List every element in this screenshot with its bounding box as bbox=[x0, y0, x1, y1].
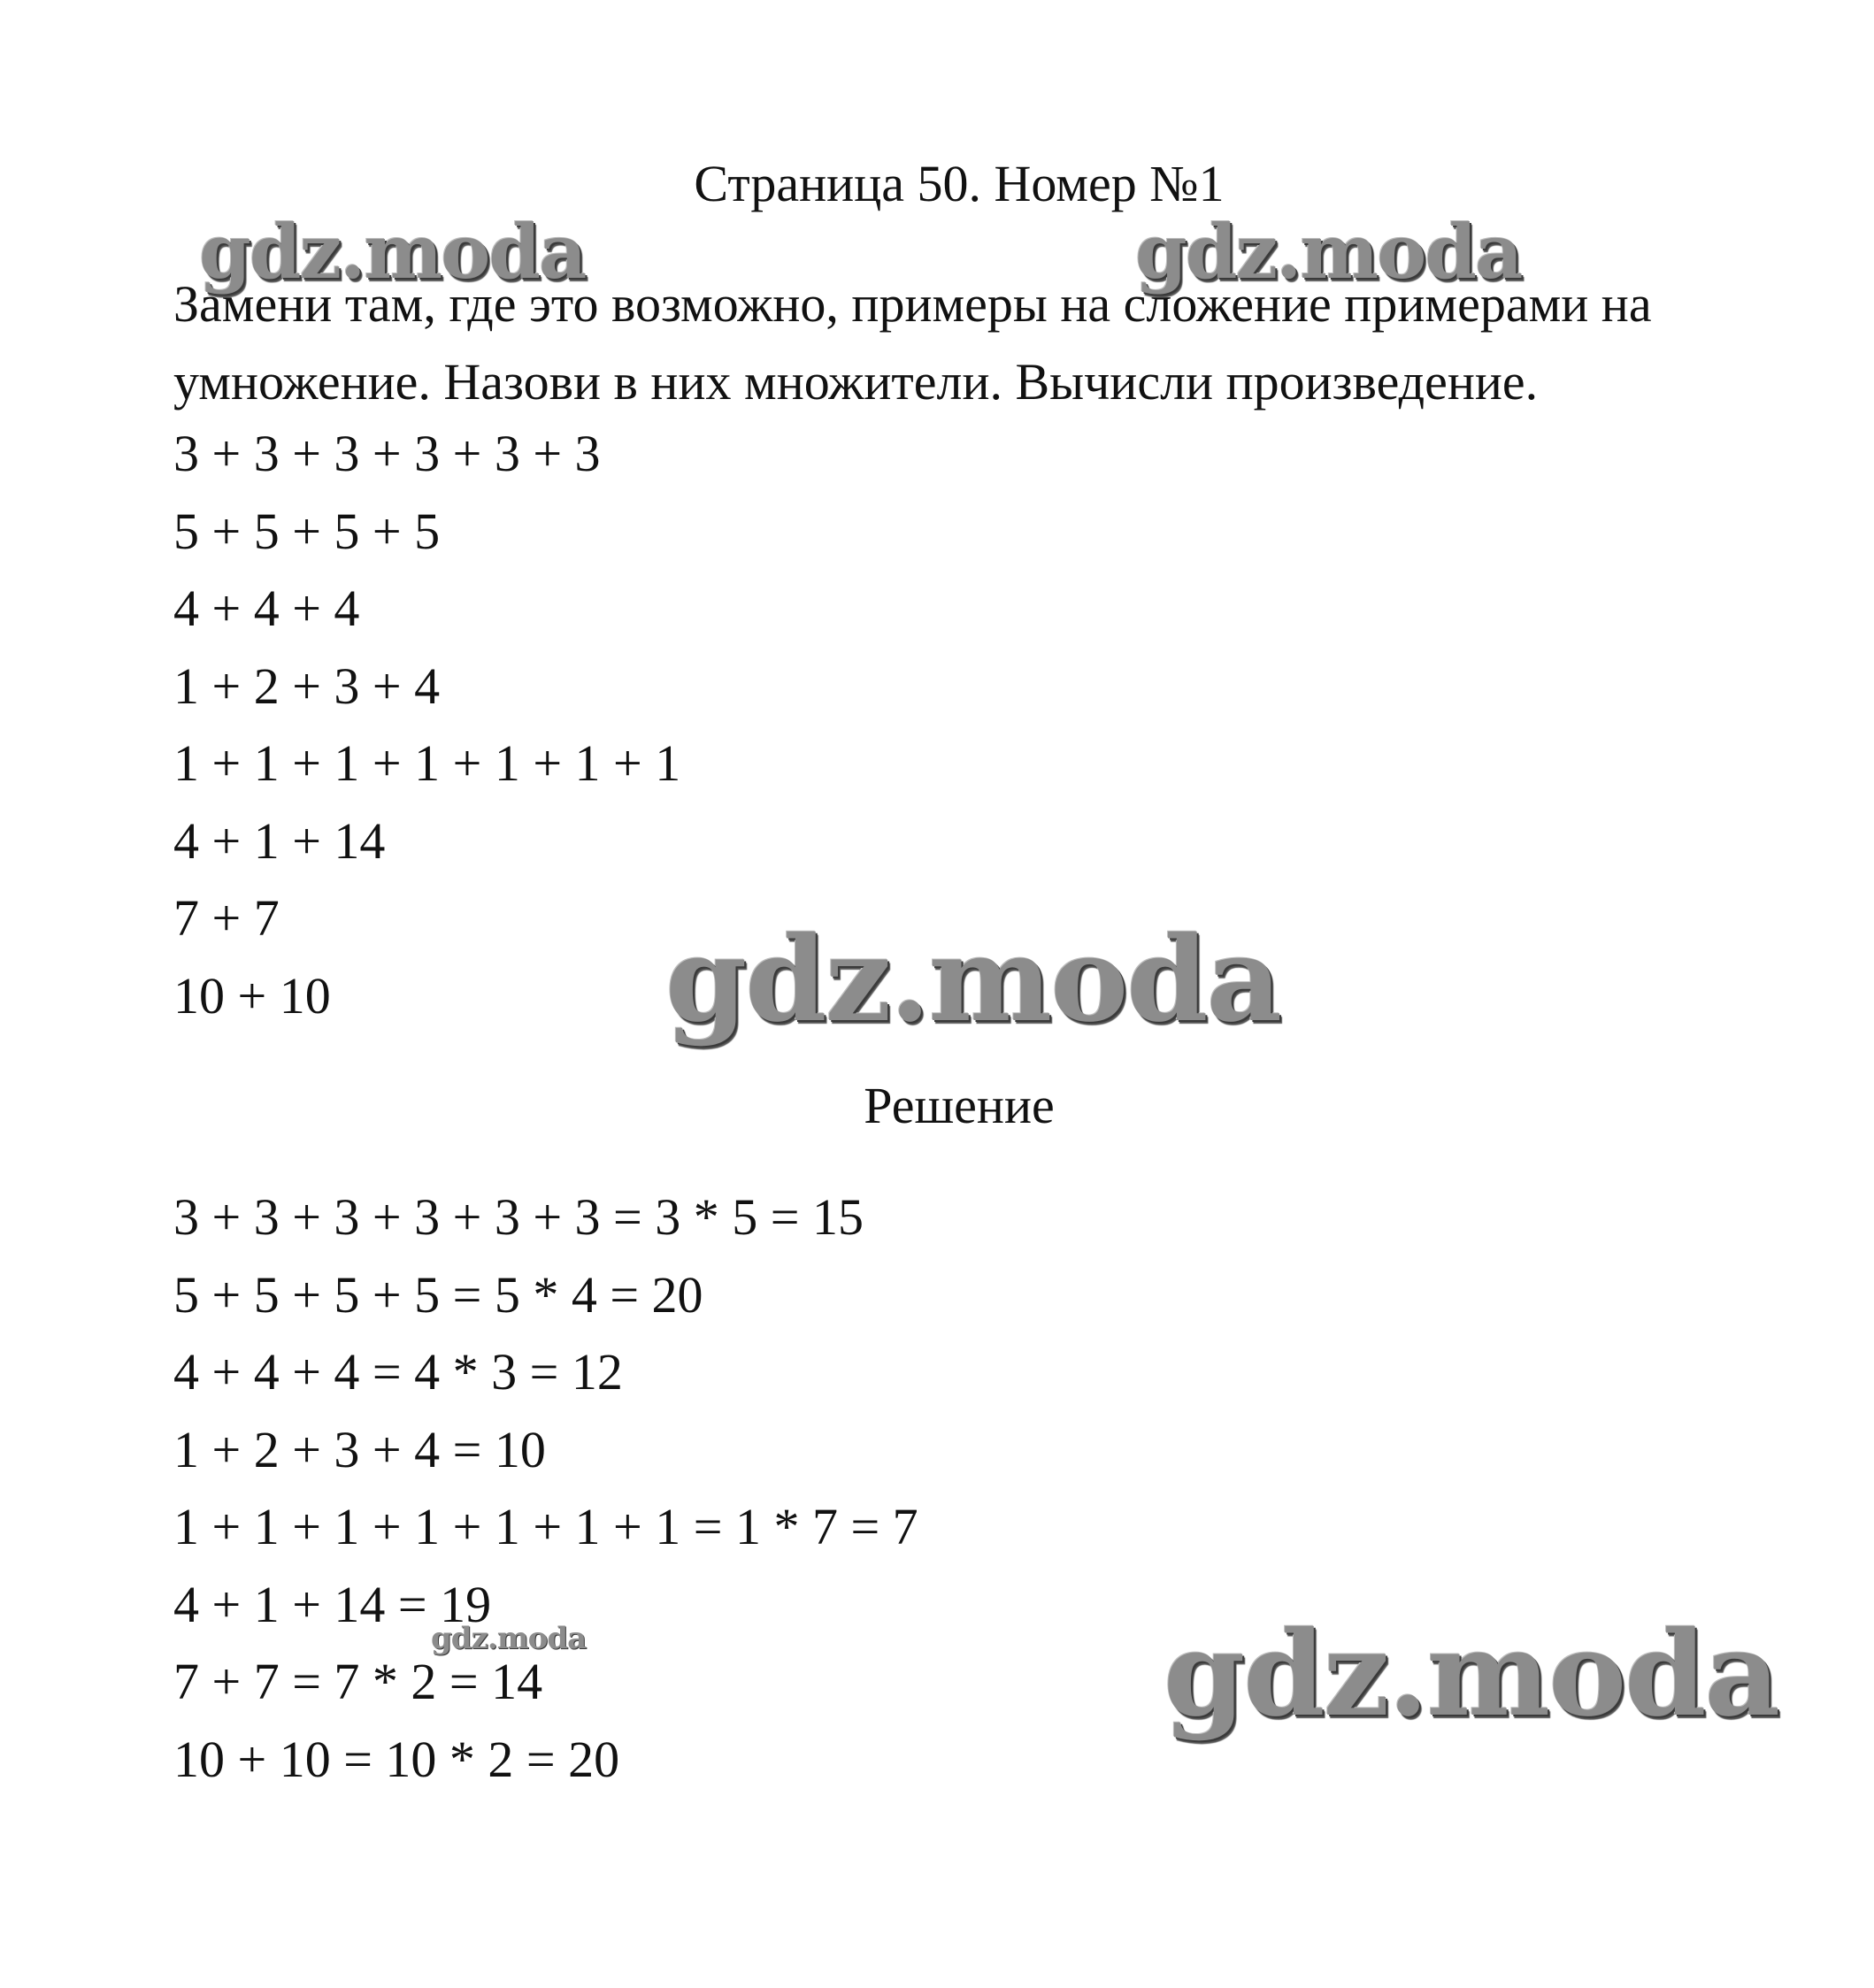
solution-line: 5 + 5 + 5 + 5 = 5 * 4 = 20 bbox=[173, 1265, 703, 1324]
problem-line: 1 + 1 + 1 + 1 + 1 + 1 + 1 bbox=[173, 734, 681, 792]
problem-line: 7 + 7 bbox=[173, 889, 280, 947]
solution-line: 10 + 10 = 10 * 2 = 20 bbox=[173, 1730, 620, 1788]
solution-line: 4 + 1 + 14 = 19 bbox=[173, 1575, 492, 1633]
watermark: gdz.moda bbox=[1135, 208, 1522, 296]
problem-line: 5 + 5 + 5 + 5 bbox=[173, 502, 441, 560]
problem-list bbox=[173, 415, 680, 1034]
solution-line: 4 + 4 + 4 = 4 * 3 = 12 bbox=[173, 1343, 623, 1401]
solution-line: 7 + 7 = 7 * 2 = 14 bbox=[173, 1653, 543, 1710]
watermark: gdz.moda bbox=[665, 911, 1281, 1048]
solution-heading: Решение bbox=[864, 1077, 1055, 1134]
task-line-1: Замени там, где это возможно, примеры на сложение примерами на bbox=[173, 275, 1652, 333]
page-title: Страница 50. Номер №1 bbox=[694, 155, 1225, 212]
problem-line: 3 + 3 + 3 + 3 + 3 + 3 bbox=[173, 425, 601, 482]
watermark: gdz.moda bbox=[199, 208, 586, 296]
problem-line: 1 + 2 + 3 + 4 bbox=[173, 656, 441, 715]
solution-list bbox=[173, 1178, 918, 1798]
problem-line: 4 + 4 + 4 bbox=[173, 580, 360, 637]
solution-line: 1 + 1 + 1 + 1 + 1 + 1 + 1 = 1 * 7 = 7 bbox=[173, 1498, 918, 1555]
watermark: gdz.moda bbox=[1164, 1606, 1779, 1743]
watermark: gdz.moda bbox=[431, 1621, 587, 1656]
problem-line: 4 + 1 + 14 bbox=[173, 811, 386, 870]
problem-line: 10 + 10 bbox=[173, 966, 331, 1025]
solution-line: 3 + 3 + 3 + 3 + 3 + 3 = 3 * 5 = 15 bbox=[173, 1188, 864, 1246]
task-line-2: умножение. Назови в них множители. Вычисли произведение. bbox=[173, 353, 1539, 411]
solution-line: 1 + 2 + 3 + 4 = 10 bbox=[173, 1420, 546, 1478]
